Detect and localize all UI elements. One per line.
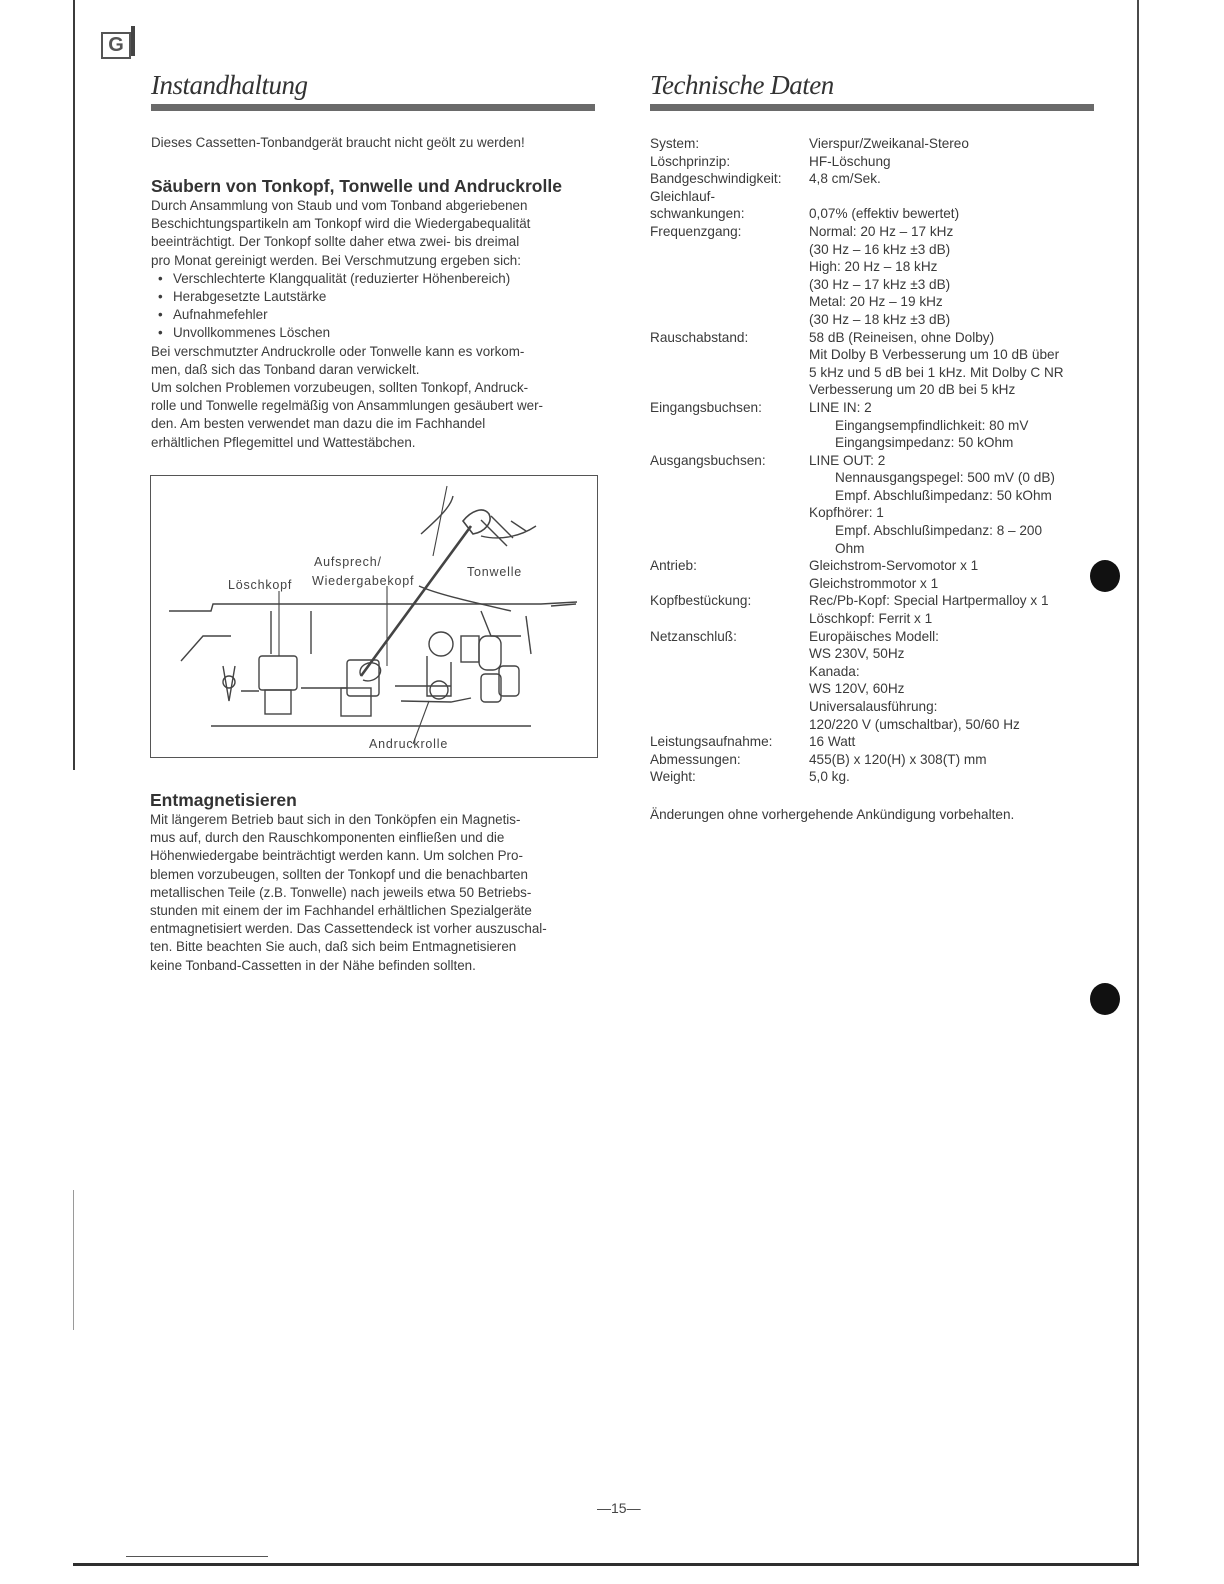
spec-value: Normal: 20 Hz – 17 kHz <box>809 223 954 239</box>
spec-label: System: <box>650 136 700 151</box>
title-rule <box>650 104 1094 111</box>
spec-label: Antrieb: <box>650 558 697 574</box>
scan-edge <box>73 1563 1139 1566</box>
section-title-specs: Technische Daten <box>650 70 834 100</box>
spec-label: Weight: <box>650 769 696 785</box>
spec-label: Gleichlauf- <box>650 188 715 204</box>
spec-row <box>650 135 1100 153</box>
label-wiedergabekopf: Wiedergabekopf <box>312 574 415 588</box>
cleaning-section <box>151 175 601 452</box>
list-item: • Unvollkommenes Löschen <box>151 324 601 342</box>
spec-value: Kopfhörer: 1 <box>809 505 884 521</box>
spec-label: Netzanschluß: <box>650 628 737 644</box>
spec-value: WS 120V, 60Hz <box>809 681 905 697</box>
text-line: Um solchen Problemen vorzubeugen, sollten Tonkopf, Andruck- <box>151 380 529 396</box>
text-line: Durch Ansammlung von Staub und vom Tonband abgeriebenen <box>151 198 528 213</box>
cleaning-heading: Säubern von Tonkopf, Tonwelle und Andruckrolle <box>151 176 562 196</box>
spec-label: Bandgeschwindigkeit: <box>650 171 782 187</box>
spec-row <box>650 733 1100 751</box>
spec-label: Eingangsbuchsen: <box>650 399 762 415</box>
section-title-maintenance: Instandhaltung <box>151 70 308 100</box>
binder-hole <box>1090 560 1120 592</box>
spec-row <box>650 205 1100 223</box>
page-marker-shadow <box>131 26 135 56</box>
spec-row <box>650 557 1100 592</box>
spec-row <box>650 170 1100 188</box>
spec-value <box>809 188 1100 206</box>
spec-row <box>650 153 1100 171</box>
spec-row <box>650 223 1100 329</box>
text-line: keine Tonband-Cassetten in der Nähe befinden sollten. <box>150 957 476 973</box>
label-tonwelle: Tonwelle <box>467 565 523 579</box>
spec-row <box>650 452 1100 558</box>
scan-edge <box>73 0 75 770</box>
spec-value: 120/220 V (umschaltbar), 50/60 Hz <box>809 716 1020 732</box>
notice-text: Änderungen ohne vorhergehende Ankündigung vorbehalten. <box>650 806 1015 822</box>
label-andruckrolle: Andruckrolle <box>369 737 449 751</box>
spec-label: Rauschabstand: <box>650 329 749 345</box>
spec-value: Gleichstrommotor x 1 <box>809 575 939 591</box>
cleaning-paragraph <box>151 197 601 452</box>
text-line: beeinträchtigt. Der Tonkopf sollte daher etwa zwei- bis dreimal <box>151 234 520 250</box>
spec-value: 16 Watt <box>809 734 856 750</box>
text-line: Mit längerem Betrieb baut sich in den Tonköpfen ein Magnetis- <box>150 812 521 827</box>
spec-table <box>650 135 1100 824</box>
scan-edge <box>73 1190 74 1330</box>
symptom-list <box>151 270 601 343</box>
spec-row <box>650 399 1100 452</box>
spec-row <box>650 751 1100 769</box>
spec-value: Nennausgangspegel: 500 mV (0 dB) <box>835 470 1055 486</box>
page-marker: G <box>101 32 131 59</box>
mechanism-drawing <box>151 476 597 757</box>
text-line: men, daß sich das Tonband daran verwickelt. <box>151 361 420 377</box>
spec-value: (30 Hz – 16 kHz ±3 dB) <box>809 241 951 257</box>
label-loeschkopf: Löschkopf <box>228 578 293 592</box>
text-line: entmagnetisiert werden. Das Cassettendeck ist vorher auszuschal- <box>150 921 547 937</box>
spec-value: Europäisches Modell: <box>809 628 939 644</box>
demag-section <box>150 789 600 975</box>
spec-value: Rec/Pb-Kopf: Special Hartpermalloy x 1 <box>809 593 1049 609</box>
text-line: erhältlichen Pflegemittel und Wattestäbchen. <box>151 434 416 450</box>
spec-label: schwankungen: <box>650 206 745 222</box>
spec-value: Eingangsempfindlichkeit: 80 mV <box>835 417 1029 433</box>
spec-value: Löschkopf: Ferrit x 1 <box>809 611 933 627</box>
tape-head-diagram <box>150 475 598 758</box>
spec-value: LINE IN: 2 <box>809 399 872 415</box>
spec-label: Löschprinzip: <box>650 153 731 169</box>
scan-mark <box>126 1556 268 1557</box>
spec-value: Mit Dolby B Verbesserung um 10 dB über <box>809 347 1060 363</box>
spec-row <box>650 628 1100 734</box>
text-line: pro Monat gereinigt werden. Bei Verschmutzung ergeben sich: <box>151 252 521 268</box>
label-aufsprech: Aufsprech/ <box>314 555 382 569</box>
text-line: den. Am besten verwendet man dazu die im Fachhandel <box>151 416 486 432</box>
spec-row <box>650 188 1100 206</box>
spec-value: Eingangsimpedanz: 50 kOhm <box>835 435 1014 451</box>
spec-value: Empf. Abschlußimpedanz: 8 – 200 <box>835 523 1043 539</box>
text-line: blemen vorzubeugen, sollten der Tonkopf und die benachbarten <box>150 866 528 882</box>
list-item: • Verschlechterte Klangqualität (reduzierter Höhenbereich) <box>151 270 601 288</box>
spec-row <box>650 768 1100 786</box>
spec-value: (30 Hz – 17 kHz ±3 dB) <box>809 276 951 292</box>
text-line: rolle und Tonwelle regelmäßig von Ansammlungen gesäubert wer- <box>151 398 544 414</box>
spec-label: Leistungsaufnahme: <box>650 734 773 750</box>
demag-paragraph <box>150 811 600 975</box>
spec-label: Kopfbestückung: <box>650 593 752 609</box>
text-line: ten. Bitte beachten Sie auch, daß sich beim Entmagnetisieren <box>150 939 517 955</box>
spec-value: Gleichstrom-Servomotor x 1 <box>809 558 979 574</box>
scan-edge <box>1137 0 1139 1565</box>
spec-row <box>650 329 1100 399</box>
page-number: —15— <box>597 1500 641 1516</box>
spec-label: Ausgangsbuchsen: <box>650 452 766 468</box>
list-item: • Herabgesetzte Lautstärke <box>151 288 601 306</box>
list-item: • Aufnahmefehler <box>151 306 601 324</box>
spec-value: Empf. Abschlußimpedanz: 50 kOhm <box>835 487 1052 503</box>
intro-text: Dieses Cassetten-Tonbandgerät braucht nicht geölt zu werden! <box>151 135 525 150</box>
spec-value: Ohm <box>835 540 865 556</box>
text-line: stunden mit einem der im Fachhandel erhältlichen Spezialgeräte <box>150 903 532 919</box>
spec-value: WS 230V, 50Hz <box>809 646 905 662</box>
title-rule <box>151 104 595 111</box>
spec-value: Universalausführung: <box>809 699 938 714</box>
text-line: Beschichtungspartikeln am Tonkopf wird die Wiedergabequalität <box>151 216 531 232</box>
spec-value: High: 20 Hz – 18 kHz <box>809 259 938 275</box>
spec-value: Metal: 20 Hz – 19 kHz <box>809 294 943 310</box>
spec-value: Kanada: <box>809 663 860 679</box>
demag-heading: Entmagnetisieren <box>150 790 297 810</box>
spec-value: 5 kHz und 5 dB bei 1 kHz. Mit Dolby C NR <box>809 364 1064 380</box>
text-line: Höhenwiedergabe beinträchtigt werden kann. Um solchen Pro- <box>150 848 523 864</box>
spec-value: 0,07% (effektiv bewertet) <box>809 206 960 222</box>
binder-hole <box>1090 983 1120 1015</box>
text-line: mus auf, durch den Rauschkomponenten einfließen und die <box>150 830 505 846</box>
spec-value: 455(B) x 120(H) x 308(T) mm <box>809 751 987 767</box>
text-line: metallischen Teile (z.B. Tonwelle) nach jeweils etwa 50 Betriebs- <box>150 884 532 900</box>
spec-value: HF-Löschung <box>809 153 891 169</box>
spec-value: 58 dB (Reineisen, ohne Dolby) <box>809 329 995 345</box>
spec-row <box>650 592 1100 627</box>
spec-value: Verbesserung um 20 dB bei 5 kHz <box>809 382 1016 398</box>
text-line: Bei verschmutzter Andruckrolle oder Tonwelle kann es vorkom- <box>151 343 525 359</box>
spec-value: LINE OUT: 2 <box>809 452 886 468</box>
spec-value: Vierspur/Zweikanal-Stereo <box>809 136 969 151</box>
spec-value: 5,0 kg. <box>809 769 850 785</box>
spec-value: (30 Hz – 18 kHz ±3 dB) <box>809 311 951 327</box>
spec-value: 4,8 cm/Sek. <box>809 171 881 187</box>
spec-label: Abmessungen: <box>650 751 741 767</box>
spec-label: Frequenzgang: <box>650 223 742 239</box>
